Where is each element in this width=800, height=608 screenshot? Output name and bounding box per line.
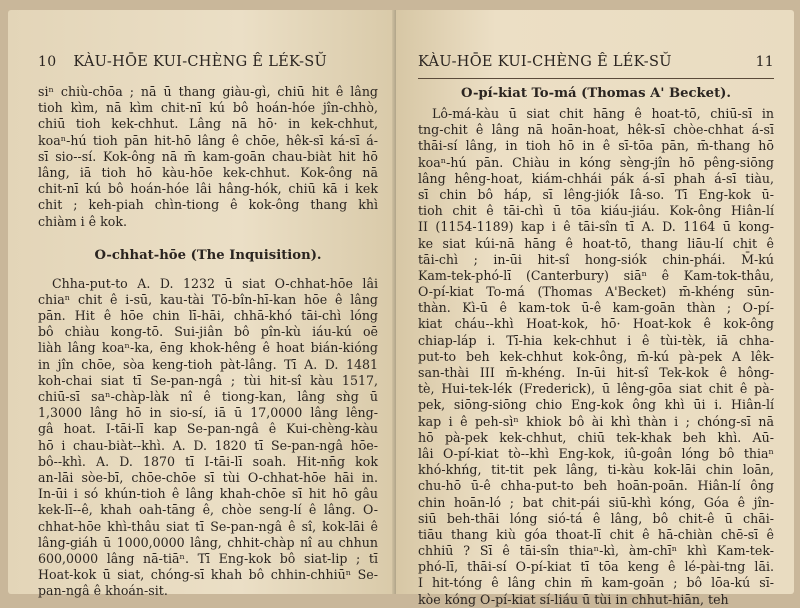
text-line: kek-lī--ê, khah oah-tāng ê, chòe seng-lí ê lâng. O- bbox=[38, 502, 378, 518]
text-line: bô--khì. A. D. 1870 tī I-tāi-lī soah. Hit-nn̄g kok bbox=[38, 453, 378, 469]
right-page bbox=[396, 10, 794, 607]
right-head-rule bbox=[418, 78, 774, 79]
text-line: ke siat kúi-nā hāng ê hoat-tō, thang liāu-lí chit ê bbox=[418, 235, 774, 251]
text-line: siⁿ chiù-chōa ; nā ū thang giàu-gì, chiū hit ê lâng bbox=[38, 84, 378, 99]
text-line: hō pà-pek kek-chhut, chiū tek-khak beh khì. Aū- bbox=[418, 429, 774, 445]
text-line: chiū tioh kek-chhut. Lâng nā hō· in kek-chhut, bbox=[38, 116, 378, 132]
text-line: gâ hoat. I-tāi-lī kap Se-pan-ngâ ê Kui-chèng-kàu bbox=[38, 421, 378, 437]
text-line: I hit-tóng ê lâng chin m̄ kam-goān ; bô lōa-kú sī- bbox=[418, 575, 774, 591]
text-line: liàh lâng koaⁿ-ka, ēng khok-hêng ê hoat bián-kióng bbox=[38, 340, 378, 356]
text-line: tioh chit ê tāi-chì ū tōa kiáu-jiáu. Kok-ông Hiân-lí bbox=[418, 203, 774, 219]
text-line: put-to beh kek-chhut kok-ông, m̄-kú pà-pek A lêk- bbox=[418, 348, 774, 364]
text-line: 600,0000 lâng nā-tiāⁿ. Tī Eng-kok bô siat-lip ; tī bbox=[38, 550, 378, 566]
text-line: tng-chit ê lâng nā hoān-hoat, hêk-sī chòe-chhat á-sī bbox=[418, 122, 774, 138]
text-line: pan-ngâ ê khoán-sit. bbox=[38, 583, 168, 599]
text-line: tiāu thang kiù góa thoat-lī chit ê hā-chiàn chē-sī ê bbox=[418, 526, 774, 542]
text-line: bô chiàu kong-tō. Sui-jiân bô pîn-kù iáu-kú oē bbox=[38, 324, 378, 340]
right-running-head-title: KÀU-HŌE KUI-CHÈNG Ê LÉK-SŬ bbox=[418, 54, 672, 70]
text-line: hō i chau-biàt--khì. A. D. 1820 tī Se-pan-ngâ hōe- bbox=[38, 437, 378, 453]
text-line: tāi-chì ; in-ūi hit-sî hong-siók chin-phái. M̄-kú bbox=[418, 251, 774, 267]
text-line: chiap-láp i. Tī-hia kek-chhut i ê tùi-tèk, iā chha- bbox=[418, 332, 774, 348]
right-page-number: 11 bbox=[755, 54, 774, 70]
text-line: 1,3000 lâng hō in sio-sí, iā ū 17,0000 lâng lêng- bbox=[38, 405, 378, 421]
right-body-text bbox=[418, 84, 774, 608]
text-line: In-ūi i só khún-tioh ê lâng khah-chōe sī hit hō gâu bbox=[38, 486, 378, 502]
text-line: phó-lī, thāi-sí O-pí-kiat tī tōa keng ê lé-pài-tng lāi. bbox=[418, 559, 774, 575]
text-line: kòe kóng O-pí-kiat sí-liáu ū tùi in chhut-hiān, teh bbox=[418, 591, 729, 607]
text-line: siū beh-thāi lóng sió-tá ê lâng, bô chit-ê ū chāi- bbox=[418, 510, 774, 526]
text-line: tè, Hui-tek-lék (Frederick), ū lêng-gōa siat chit ê pà- bbox=[418, 381, 774, 397]
text-line: lâng, iā tioh hō kàu-hōe kek-chhut. Kok-ông nā bbox=[38, 164, 378, 180]
left-body-text bbox=[38, 84, 378, 599]
text-line: sī chin bô háp, sī lêng-jiók Iâ-so. Tī Eng-kok ū- bbox=[418, 186, 774, 202]
text-line: lâng-giáh ū 1000,0000 lâng, chhit-chàp nî au chhun bbox=[38, 534, 378, 550]
text-line: chhiū ? Sī ê tāi-sîn thiaⁿ-kì, àm-chīⁿ khì Kam-tek- bbox=[418, 543, 774, 559]
left-section-title: O-chhat-hōe (The Inquisition). bbox=[94, 247, 322, 263]
text-line: lâng hêng-hoat, kiám-chhái pák á-sī phah á-sī tiàu, bbox=[418, 170, 774, 186]
text-line: sī sio--sí. Kok-ông nā m̄ kam-goān chau-biàt hit hō bbox=[38, 148, 378, 164]
text-line: chit ; keh-piah chìn-tiong ê kok-ông thang khì bbox=[38, 197, 378, 213]
text-line: khó-khńg, tit-tit pek lâng, ti-kàu kok-lāi chin loān, bbox=[418, 462, 774, 478]
text-line: O-pí-kiat To-má (Thomas A'Becket) m̄-khéng sūn- bbox=[418, 284, 774, 300]
text-line: chhat-hōe khì-thâu siat tī Se-pan-ngâ ê sî, kok-lāi ê bbox=[38, 518, 378, 534]
text-line: Hoat-kok ū siat, chóng-sī khah bô chhin-chhiūⁿ Se- bbox=[38, 567, 378, 583]
text-line: chit-nī kú bô hoán-hóe lâi hâng-hók, chiū kā i kek bbox=[38, 181, 378, 197]
text-line: koh-chai siat tī Se-pan-ngâ ; tùi hit-sî kàu 1517, bbox=[38, 372, 378, 388]
text-line: chiàm i ê kok. bbox=[38, 213, 127, 229]
text-line: tioh kìm, nā kìm chit-nī kú bô hoán-hóe jîn-chhò, bbox=[38, 100, 378, 116]
text-line: thàn. Kì-ū ê kam-tok ū-ê kam-goān thàn ; O-pí- bbox=[418, 300, 774, 316]
left-paragraph-2 bbox=[38, 276, 378, 600]
text-line: chiū-sī saⁿ-chàp-làk nî ê tiong-kan, lâng sǹg ū bbox=[38, 389, 378, 404]
text-line: II (1154-1189) kap i ê tāi-sîn tī A. D. 1164 ū kong- bbox=[418, 219, 774, 235]
text-line: koaⁿ-hú pān. Chiàu in kóng sèng-jîn hō pêng-siōng bbox=[418, 154, 774, 170]
text-line: chiaⁿ chit ê i-sū, kau-tài Tō-bîn-hī-kan hōe ê lâng bbox=[38, 291, 378, 307]
right-paragraph-1 bbox=[418, 106, 774, 608]
text-line: chin hoān-ló ; bat chit-pái siū-khì kóng, Góa ê jîn- bbox=[418, 494, 774, 510]
text-line: pān. Hit ê hōe chin lī-hāi, chhā-khó tāi-chì lóng bbox=[38, 308, 378, 324]
text-line: Kam-tek-phó-lī (Canterbury) siāⁿ ê Kam-tok-thâu, bbox=[418, 267, 774, 283]
text-line: kiat cháu--khì Hoat-kok, hō· Hoat-kok ê kok-ông bbox=[418, 316, 774, 332]
text-line: koaⁿ-hú tioh pān hit-hō lâng ê chōe, hêk-sī ká-sī á- bbox=[38, 132, 378, 148]
text-line: kap i ê peh-sìⁿ khiok bô ài khì thàn i ; chóng-sī nā bbox=[418, 413, 774, 429]
right-section-title: O-pí-kiat To-má (Thomas A' Becket). bbox=[460, 86, 731, 101]
text-line: an-lāi sòe-bī, chōe-chōe sī tùi O-chhat-hōe hāi in. bbox=[38, 469, 378, 485]
text-line: thāi-sí lâng, in tioh hō in ê sī-tōa pān, m̄-thang hō bbox=[418, 138, 774, 154]
left-page-number: 10 bbox=[38, 54, 57, 70]
text-line: Lô-má-kàu ū siat chit hāng ê hoat-tō, chiū-sī in bbox=[432, 106, 774, 121]
text-line: pek, siōng-siōng chio Eng-kok ông khì ūi i. Hiân-lí bbox=[418, 397, 774, 413]
text-line: san-thài III m̄-khéng. In-ūi hit-sî Tek-kok ê hông- bbox=[418, 365, 774, 380]
right-running-head bbox=[418, 54, 774, 70]
text-line: lâi O-pí-kiat tò--khì Eng-kok, iû-goân lóng bô thiaⁿ bbox=[418, 445, 774, 461]
left-paragraph-1 bbox=[38, 84, 378, 230]
left-running-head-title: KÀU-HŌE KUI-CHÈNG Ê LÉK-SŬ bbox=[73, 54, 328, 70]
text-line: in jîn chōe, sòa keng-tioh pàt-lâng. Tī A. D. 1481 bbox=[38, 356, 378, 372]
text-line: Chha-put-to A. D. 1232 ū siat O-chhat-hōe lâi bbox=[52, 275, 378, 291]
left-page bbox=[8, 10, 396, 599]
text-line: chu-hō ū-ê chha-put-to beh hoān-poān. Hiân-lí ông bbox=[418, 478, 774, 494]
left-running-head bbox=[38, 54, 378, 70]
